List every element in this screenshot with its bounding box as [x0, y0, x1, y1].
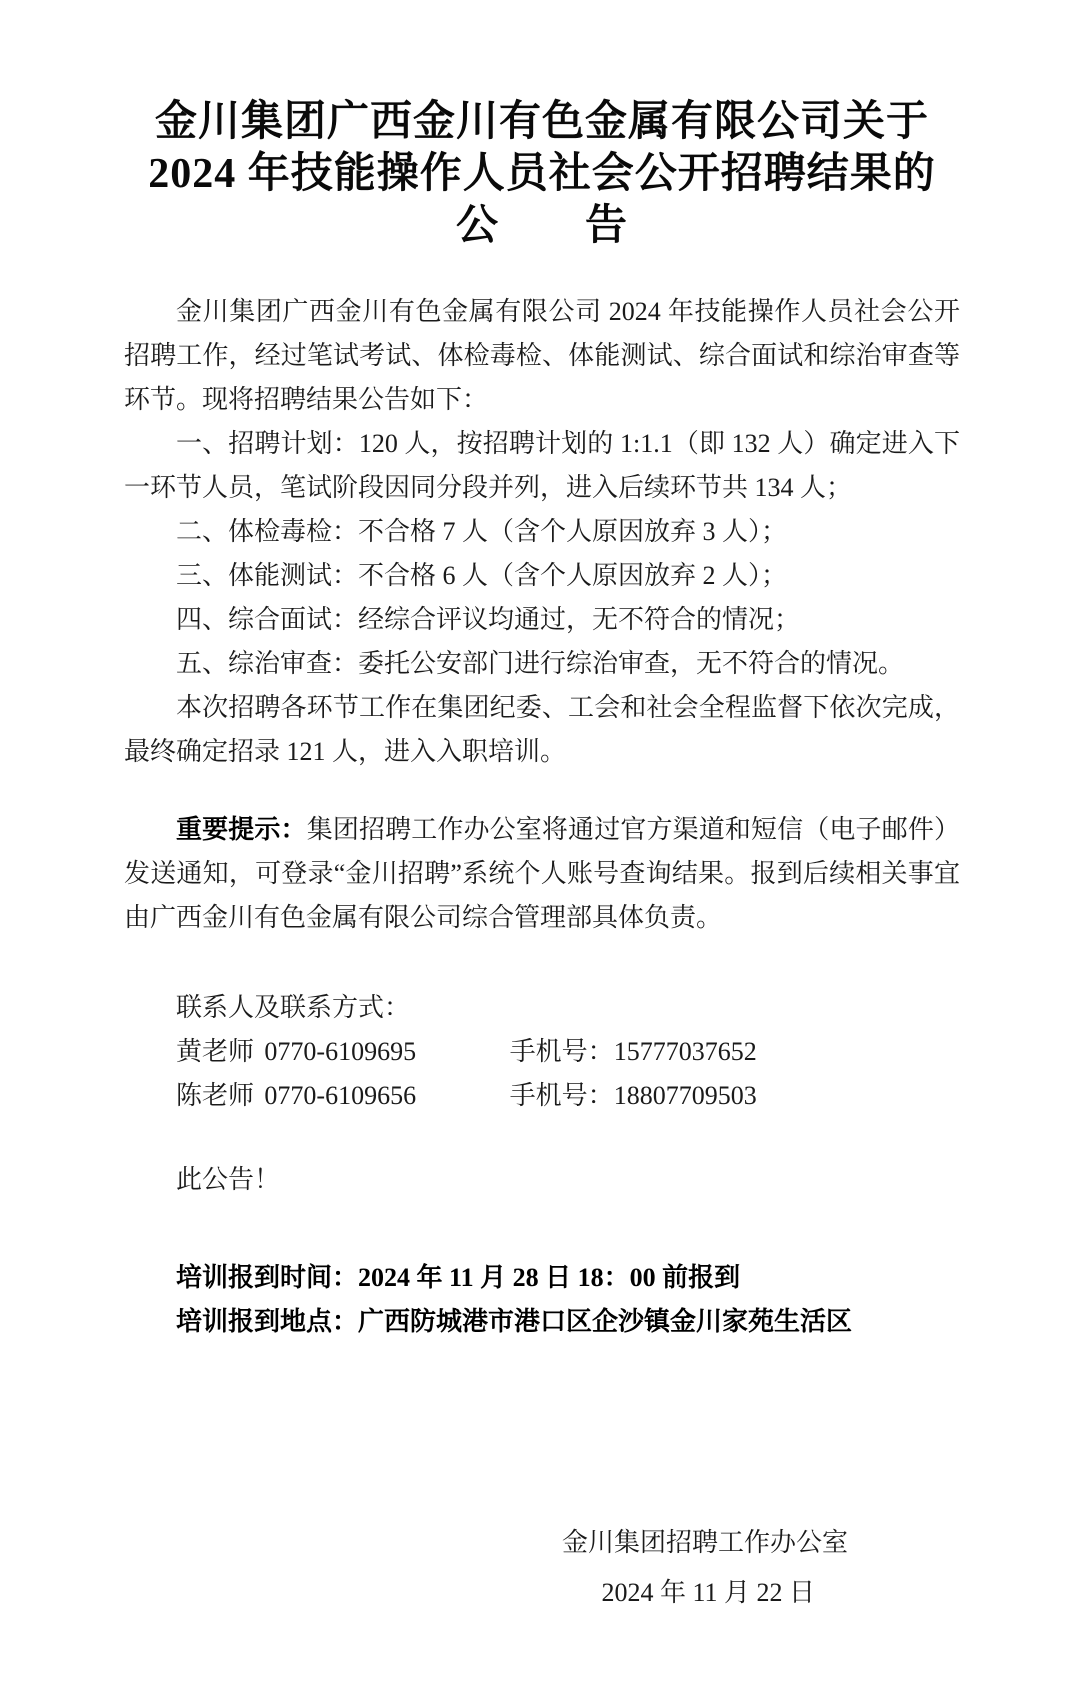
contact-name: 黄老师 [176, 1037, 255, 1066]
contacts-heading: 联系人及联系方式： [176, 993, 411, 1022]
item-medical-check: 二、体检毒检：不合格 7 人（含个人原因放弃 3 人）； [176, 517, 788, 546]
contact-name: 陈老师 [176, 1081, 255, 1110]
item-recruitment-plan: 一、招聘计划：120 人，按招聘计划的 1:1.1（即 132 人）确定进入下一环节人员，笔试阶段因同分段并列，进入后续环节共 134 人； [124, 429, 960, 502]
title-line-3: 公 告 [455, 203, 628, 249]
training-report-time: 培训报到时间：2024 年 11 月 28 日 18：00 前报到 [176, 1263, 741, 1292]
notice-label: 重要提示： [176, 815, 307, 844]
summary-paragraph: 本次招聘各环节工作在集团纪委、工会和社会全程监督下依次完成，最终确定招录 121 人，进入入职培训。 [124, 693, 960, 766]
contact-row-huang [124, 1030, 960, 1074]
mobile-number: 18807709503 [613, 1081, 757, 1110]
mobile-number: 15777037652 [613, 1037, 757, 1066]
mobile-label: 手机号： [509, 1081, 614, 1110]
signature-date: 2024 年 11 月 22 日 [601, 1578, 815, 1607]
notice-body: 集团招聘工作办公室将通过官方渠道和短信（电子邮件）发送通知，可登录“金川招聘”系统个人账号查询结果。报到后续相关事宜由广西金川有色金属有限公司综合管理部具体负责。 [124, 815, 960, 932]
notice-paragraph [124, 808, 960, 940]
signature-office: 金川集团招聘工作办公室 [561, 1528, 848, 1557]
contact-mobile [510, 1081, 757, 1110]
contact-landline: 0770-6109695 [264, 1037, 417, 1066]
contact-mobile [510, 1037, 757, 1066]
document-body [124, 290, 960, 1344]
title-line-1: 金川集团广西金川有色金属有限公司关于 [154, 99, 929, 145]
signature-block [124, 1521, 960, 1615]
contact-row-chen [124, 1074, 960, 1118]
title-line-2: 2024 年技能操作人员社会公开招聘结果的 [148, 151, 936, 197]
item-interview: 四、综合面试：经综合评议均通过，无不符合的情况； [176, 605, 801, 634]
intro-paragraph: 金川集团广西金川有色金属有限公司 2024 年技能操作人员社会公开招聘工作，经过笔试考试、体检毒检、体能测试、综合面试和综治审查等环节。现将招聘结果公告如下： [124, 297, 960, 414]
training-report-place: 培训报到地点：广西防城港市港口区企沙镇金川家苑生活区 [176, 1307, 853, 1336]
item-security-review: 五、综治审查：委托公安部门进行综治审查，无不符合的情况。 [176, 649, 905, 678]
item-fitness-test: 三、体能测试：不合格 6 人（含个人原因放弃 2 人）； [176, 561, 788, 590]
closing-statement: 此公告！ [176, 1165, 281, 1194]
contact-landline: 0770-6109656 [264, 1081, 417, 1110]
document-title [124, 96, 960, 252]
mobile-label: 手机号： [509, 1037, 614, 1066]
